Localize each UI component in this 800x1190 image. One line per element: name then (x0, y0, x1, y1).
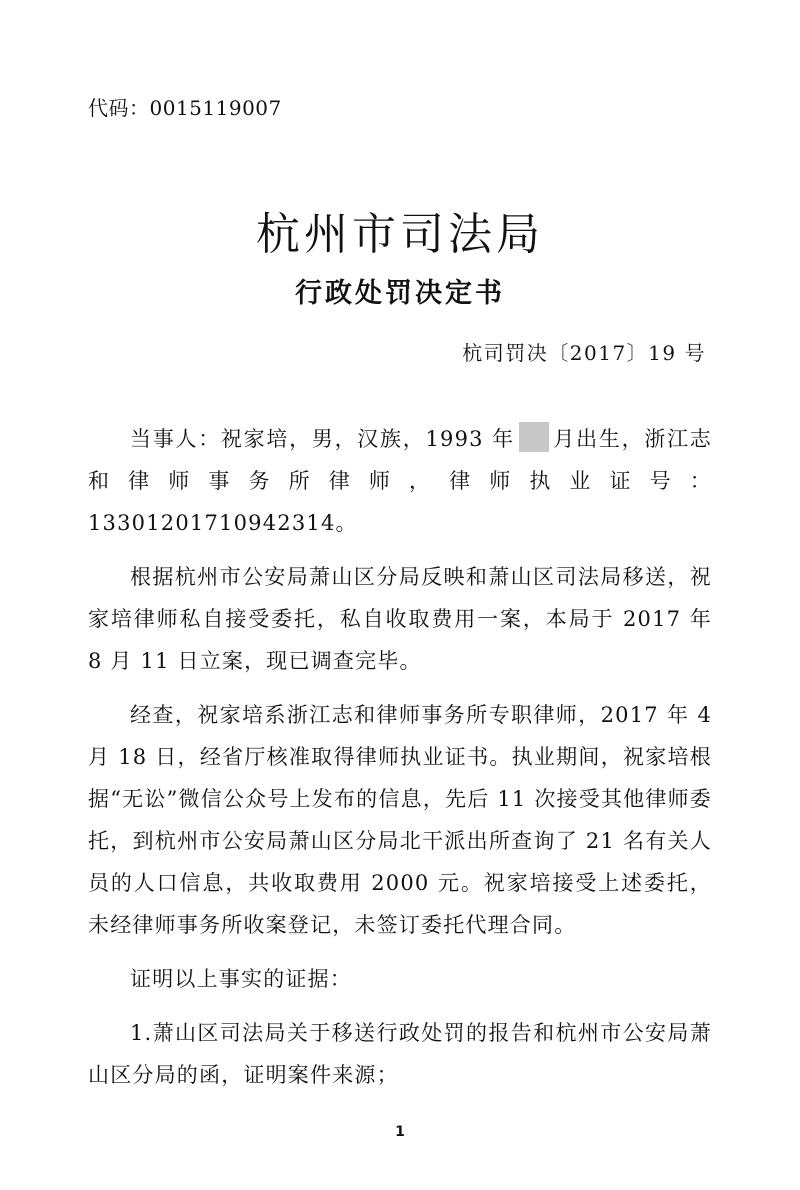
case-origin-paragraph: 根据杭州市公安局萧山区分局反映和萧山区司法局移送，祝家培律师私自接受委托，私自收取费用一案，本局于 2017 年 8 月 11 日立案，现已调查完毕。 (88, 565, 712, 673)
party-paragraph (88, 418, 712, 544)
party-text-after: 月出生，浙江志和律师事务所律师，律师执业证号：13301201710942314。 (88, 427, 713, 535)
evidence-heading: 证明以上事实的证据： (130, 967, 352, 991)
document-subtitle: 行政处罚决定书 (295, 278, 505, 309)
decision-number: 杭司罚决〔2017〕19 号 (462, 341, 706, 365)
page-number: 1 (395, 1124, 405, 1140)
findings-paragraph: 经查，祝家培系浙江志和律师事务所专职律师，2017 年 4 月 18 日，经省厅核准取得律师执业证书。执业期间，祝家培根据“无讼”微信公众号上发布的信息，先后 11 次接受其他律师委托，到杭州市公安局萧山区分局北干派出所查询了 21 名有关人员的人口信息，共收取费用 2000 元。祝家培接受上述委托，未经律师事务所收案登记，未签订委托代理合同。 (88, 703, 712, 937)
document-title: 杭州市司法局 (256, 209, 544, 260)
party-text-before: 当事人：祝家培，男，汉族，1993 年 (130, 427, 515, 451)
redaction-block (519, 422, 549, 452)
document-body (88, 418, 712, 1108)
document-code: 代码：0015119007 (88, 96, 282, 120)
evidence-item-1: 1.萧山区司法局关于移送行政处罚的报告和杭州市公安局萧山区分局的函，证明案件来源； (88, 1021, 712, 1087)
